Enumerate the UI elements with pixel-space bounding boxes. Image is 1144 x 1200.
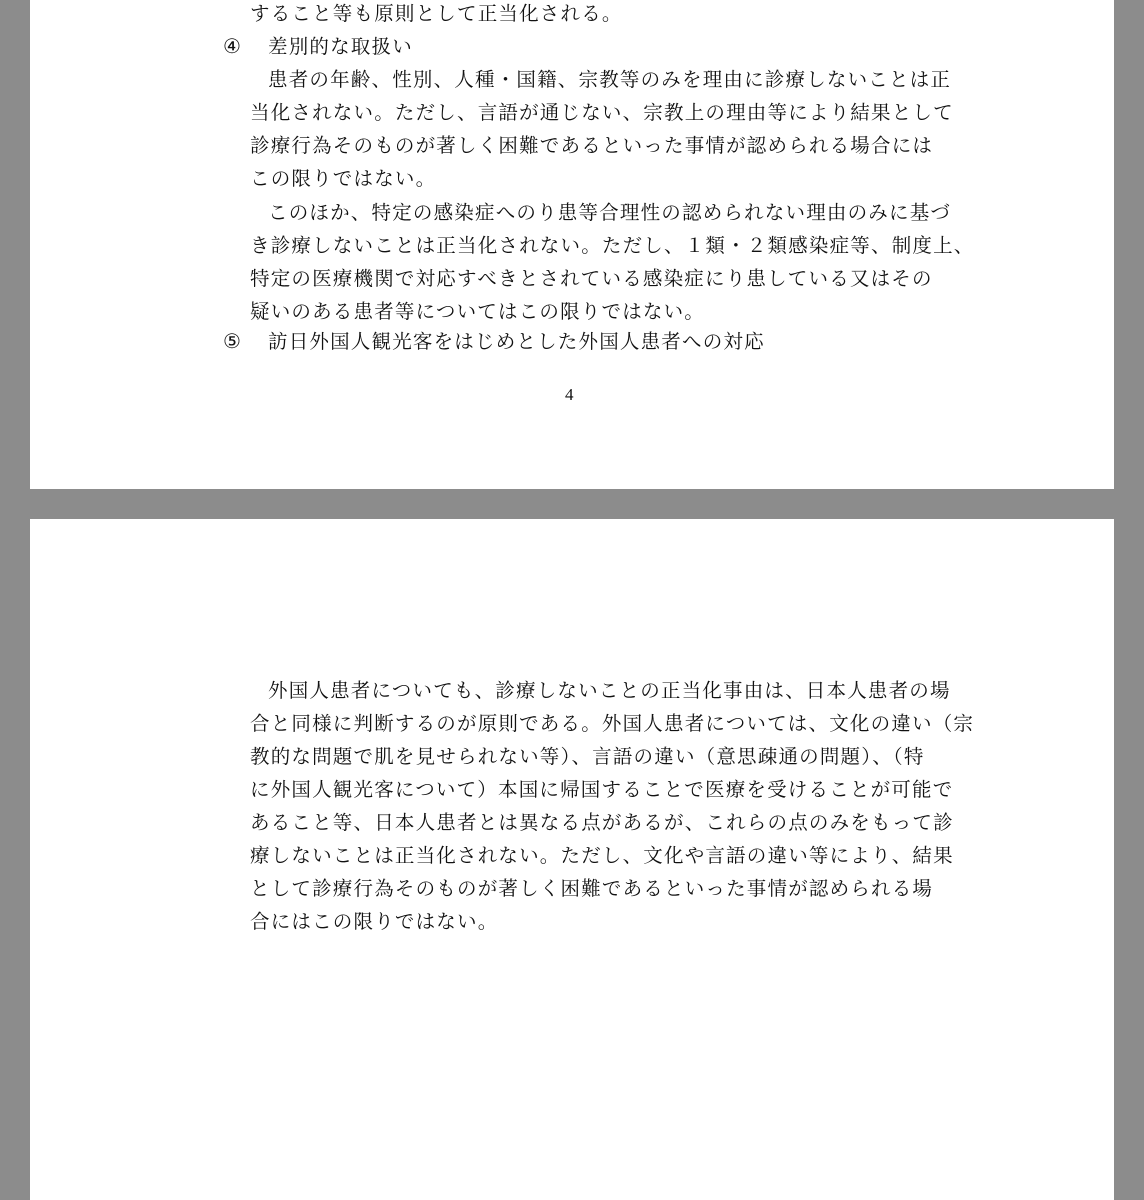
- text-line: 合と同様に判断するのが原則である。外国人患者については、文化の違い（宗: [250, 712, 975, 735]
- text-line: すること等も原則として正当化される。: [250, 2, 623, 25]
- text-line: 診療行為そのものが著しく困難であるといった事情が認められる場合には: [250, 134, 934, 157]
- text-line: 特定の医療機関で対応すべきとされている感染症にり患している又はその: [250, 267, 933, 290]
- section-heading: 差別的な取扱い: [268, 35, 413, 58]
- document-page-5: [30, 519, 1114, 1200]
- text-line: 合にはこの限りではない。: [250, 910, 499, 933]
- text-line: あること等、日本人患者とは異なる点があるが、これらの点のみをもって診: [250, 811, 954, 834]
- text-line: に外国人観光客について）本国に帰国することで医療を受けることが可能で: [250, 778, 954, 801]
- text-line: 疑いのある患者等についてはこの限りではない。: [250, 300, 706, 323]
- section-heading: 訪日外国人観光客をはじめとした外国人患者への対応: [268, 330, 765, 353]
- document-page-4: [30, 0, 1114, 489]
- text-line: き診療しないことは正当化されない。ただし、１類・２類感染症等、制度上、: [250, 234, 975, 257]
- text-line: この限りではない。: [250, 167, 437, 190]
- text-line: このほか、特定の感染症へのり患等合理性の認められない理由のみに基づ: [268, 201, 952, 224]
- page-number: 4: [565, 385, 574, 404]
- list-marker-4: ④: [223, 34, 241, 58]
- text-line: 療しないことは正当化されない。ただし、文化や言語の違い等により、結果: [250, 844, 954, 867]
- text-line: 患者の年齢、性別、人種・国籍、宗教等のみを理由に診療しないことは正: [268, 68, 952, 91]
- list-marker-5: ⑤: [223, 329, 241, 353]
- text-line: 教的な問題で肌を見せられない等）、言語の違い（意思疎通の問題）、（特: [250, 745, 925, 768]
- text-line: 当化されない。ただし、言語が通じない、宗教上の理由等により結果として: [250, 101, 954, 124]
- text-line: として診療行為そのものが著しく困難であるといった事情が認められる場: [250, 877, 934, 900]
- text-line: 外国人患者についても、診療しないことの正当化事由は、日本人患者の場: [268, 679, 951, 702]
